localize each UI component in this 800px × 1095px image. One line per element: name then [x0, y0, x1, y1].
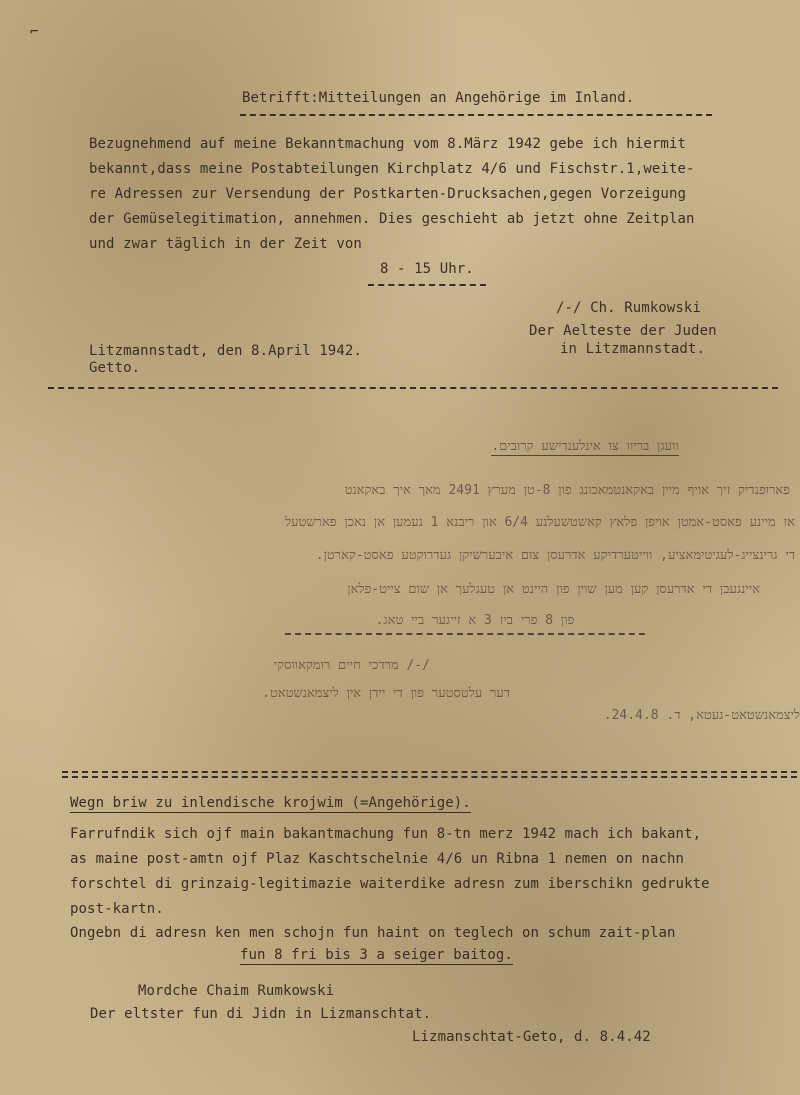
yiddish-office: דער עלטסטער פון די יידן אין ליצמאנשטאט. [262, 686, 510, 701]
yiddish-line-2: אז מיינע פאסט-אמטן אויפן פלאץ קאשטשעלנע 4/6 און ריבנא 1 נעמען אן נאכן פארשטעל [285, 515, 795, 530]
german-office-1: Der Aelteste der Juden [529, 323, 717, 339]
german-office-2: in Litzmannstadt. [560, 341, 705, 357]
german-line-5: und zwar täglich in der Zeit von [89, 236, 362, 252]
yiddish-line-3: די גרינצייג-לעגיטימאציע, ווייטערדיקע אדרעסן צום איבערשיקן געדרוקטע פאסט-קארטן. [315, 548, 795, 563]
yiddish-title: וועגן בריוו צו אינלענדישע קרובים. [491, 439, 679, 454]
translit-office: Der eltster fun di Jidn in Lizmanschtat. [90, 1006, 432, 1022]
yiddish-line-1: פארופנדיק זיך אויף מיין באקאנטמאכונג פון 8-טן מערץ 1942 מאך איך באקאנט [344, 483, 790, 498]
corner-mark: ⌐ [30, 24, 39, 40]
translit-line-2: as maine post-amtn ojf Plaz Kaschtschelnie 4/6 un Ribna 1 nemen on nachn [70, 851, 685, 867]
yiddish-line-5: פון 8 פרי ביז 3 א זייגער ביי טאג. [375, 613, 575, 628]
translit-line-4: post-kartn. [70, 901, 164, 917]
german-ghetto: Getto. [89, 360, 141, 376]
german-place-date: Litzmannstadt, den 8.April 1942. [89, 343, 362, 359]
section-divider-2 [62, 771, 797, 778]
german-title: Betrifft:Mitteilungen an Angehörige im Inland. [242, 90, 635, 106]
german-hours: 8 - 15 Uhr. [380, 261, 474, 277]
german-hours-rule [368, 284, 486, 286]
yiddish-line-4: איינגעבן די אדרעסן קען מען שוין פון היינט אן טעגלעך אן שום צייט-פלאן [347, 582, 760, 597]
yiddish-hours-rule [285, 633, 645, 635]
german-line-4: der Gemüselegitimation, annehmen. Dies geschieht ab jetzt ohne Zeitplan [89, 211, 695, 227]
translit-line-1: Farrufndik sich ojf main bakantmachung fun 8-tn merz 1942 mach ich bakant, [70, 826, 702, 842]
translit-line-3: forschtel di grinzaig-legitimazie waiterdike adresn zum iberschikn gedrukte [70, 876, 710, 892]
translit-line-5: Ongebn di adresn ken men schojn fun haint on teglech on schum zait-plan [70, 925, 676, 941]
section-divider-1 [48, 387, 778, 389]
translit-place-date: Lizmanschtat-Geto, d. 8.4.42 [412, 1029, 651, 1045]
translit-hours: fun 8 fri bis 3 a seiger baitog. [240, 947, 513, 963]
translit-title: Wegn briw zu inlendische krojwim (=Angehörige). [70, 795, 471, 811]
translit-name: Mordche Chaim Rumkowski [138, 983, 335, 999]
german-line-2: bekannt,dass meine Postabteilungen Kirchplatz 4/6 und Fischstr.1,weite- [89, 161, 695, 177]
yiddish-signature: /-/ מרדכי חיים רומקאווסקי [273, 658, 430, 673]
german-line-1: Bezugnehmend auf meine Bekanntmachung vom 8.März 1942 gebe ich hiermit [89, 136, 687, 152]
yiddish-date: ליצמאנשטאט-געטא, ד. 8.4.42. [603, 708, 800, 723]
german-title-rule [240, 114, 712, 116]
german-signature: /-/ Ch. Rumkowski [556, 300, 701, 316]
german-line-3: re Adressen zur Versendung der Postkarten-Drucksachen,gegen Vorzeigung [89, 186, 687, 202]
